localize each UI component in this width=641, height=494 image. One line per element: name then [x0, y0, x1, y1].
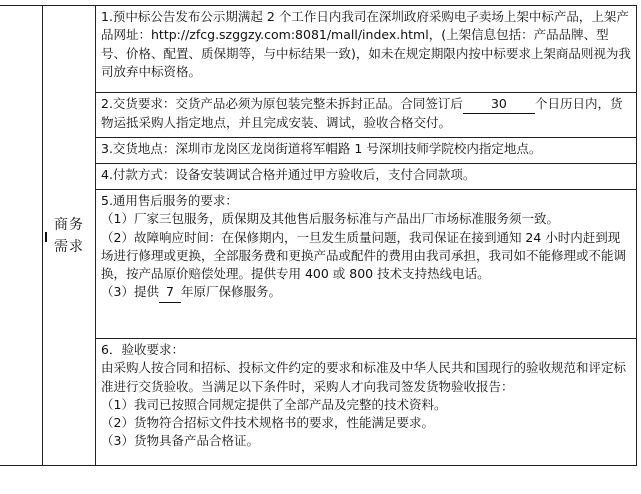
item-4-cell	[96, 164, 637, 190]
item-5-line-1: （1）厂家三包服务，质保期及其他售后服务标准与产品出厂市场标准服务须一致。	[101, 211, 559, 227]
section-label-cell	[43, 6, 96, 466]
section-label-line1: 商务	[54, 216, 84, 233]
item-6-line-1: （1）我司已按照合同规定提供了全部产品及完整的技术资料。	[101, 396, 447, 412]
item-1-cell	[96, 6, 637, 93]
item-6-body: 由采购人按合同和招标、投标文件约定的要求和标准及中华人民共和国现行的验收规范和评定标准进行交货验收。当满足以下条件时，采购人才向我司签发货物验收报告：	[101, 360, 627, 394]
item-6-cell	[96, 339, 637, 466]
section-label-line2: 需求	[54, 238, 84, 255]
table-row	[0, 93, 637, 138]
table-row	[0, 190, 637, 339]
item-6-line-3: （3）货物具备产品合格证。	[101, 433, 259, 449]
table-row	[0, 339, 637, 466]
item-2-after: 个日历日内，货物运抵采购人指定地点，并且完成安装、调试，验收合格交付。	[101, 96, 623, 131]
requirements-table	[0, 5, 637, 466]
section-label	[43, 214, 95, 258]
table-row	[0, 164, 637, 190]
item-3-cell	[96, 138, 637, 164]
item-5-line-3	[101, 283, 632, 302]
delivery-days-value: 30	[463, 95, 535, 114]
table-row	[0, 138, 637, 164]
item-6-title: 6．验收要求：	[101, 342, 184, 357]
item-6-line-2: （2）货物符合招标文件技术规格书的要求，性能满足要求。	[101, 415, 434, 431]
item-3-text: 3.交货地点：深圳市龙岗区龙岗街道将军帽路 1 号深圳技师学院校内指定地点。	[101, 141, 542, 156]
table-row	[0, 6, 637, 93]
item-2-before: 2.交货要求：交货产品必须为原包装完整未拆封正品。合同签订后	[101, 96, 463, 111]
blank-column	[0, 6, 43, 466]
item-5-line-3-after: 年原厂保修服务。	[180, 284, 281, 300]
item-1-text: 1.预中标公告发布公示期满起 2 个工作日内我司在深圳政府采购电子卖场上架中标产品，上架产品网址：http://zfcg.szggzy.com:8081/mall/index.html，(上架信息包括：产品品牌、型号、价格、配置、质保期等，与中标结果一致)，如未在规定期限内按中标要求上架商品则视为我司放弃中标资格。	[101, 9, 631, 79]
item-2-text	[101, 95, 632, 133]
item-5-cell	[96, 190, 637, 339]
item-5-line-2: （2）故障响应时间：在保修期内，一旦发生质量问题，我司保证在接到通知 24 小时内赶到现场进行修理或更换，全部服务费和更换产品或配件的费用由我司承担，我司如不能修理或不能调换，按产品原价赔偿处理。提供专用 400 或 800 技术支持热线电话。	[101, 229, 627, 282]
warranty-years-value: 7	[159, 283, 181, 302]
item-5-title: 5.通用售后服务的要求：	[101, 193, 238, 208]
item-5-line-3-before: （3）提供	[101, 284, 159, 300]
item-2-cell	[96, 93, 637, 138]
item-4-text: 4.付款方式：设备安装调试合格并通过甲方验收后，支付合同款项。	[101, 167, 476, 182]
